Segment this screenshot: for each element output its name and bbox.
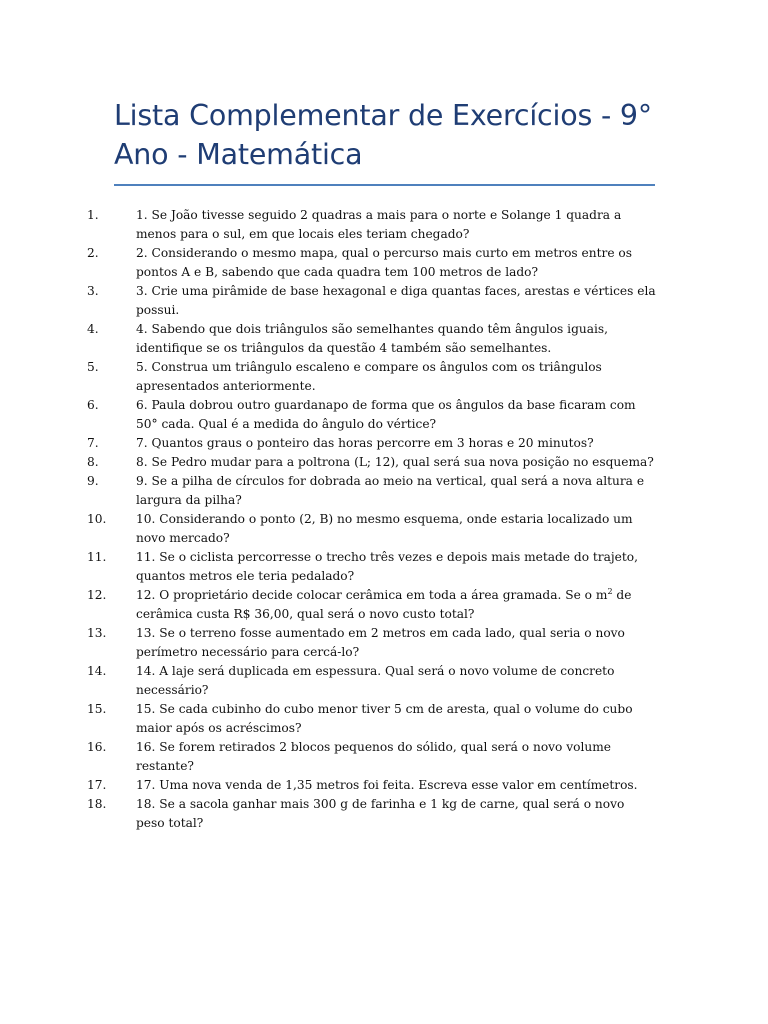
- list-item: [87, 548, 656, 586]
- list-item-text: 4. Sabendo que dois triângulos são semelhantes quando têm ângulos iguais, identifique se os triângulos da questão 4 também são semelhantes.: [136, 322, 609, 355]
- list-item-number: 10.: [87, 512, 107, 526]
- list-item-text: 1. Se João tivesse seguido 2 quadras a mais para o norte e Solange 1 quadra a menos para o sul, em que locais eles teriam chegado?: [136, 208, 622, 241]
- list-item-text: 17. Uma nova venda de 1,35 metros foi feita. Escreva esse valor em centímetros.: [136, 778, 638, 792]
- list-item: [87, 320, 656, 358]
- list-item-number: 16.: [87, 740, 107, 754]
- superscript: 2: [607, 586, 613, 596]
- list-item: [87, 586, 656, 624]
- list-item-number: 18.: [87, 797, 107, 811]
- list-item: [87, 206, 656, 244]
- exercise-list: [87, 206, 656, 833]
- list-item-text: 6. Paula dobrou outro guardanapo de forma que os ângulos da base ficaram com 50° cada. Qual é a medida do ângulo do vértice?: [136, 398, 636, 431]
- list-item-text: 13. Se o terreno fosse aumentado em 2 metros em cada lado, qual seria o novo perímetro necessário para cercá-lo?: [136, 626, 625, 659]
- list-item-text: 9. Se a pilha de círculos for dobrada ao meio na vertical, qual será a nova altura e largura da pilha?: [136, 474, 645, 507]
- document-page: [87, 96, 656, 833]
- list-item: [87, 472, 656, 510]
- list-item-text: 2. Considerando o mesmo mapa, qual o percurso mais curto em metros entre os pontos A e B, sabendo que cada quadra tem 100 metros de lado?: [136, 246, 633, 279]
- list-item-number: 8.: [87, 455, 99, 469]
- list-item-number: 17.: [87, 778, 107, 792]
- list-item: [87, 244, 656, 282]
- list-item: [87, 624, 656, 662]
- list-item-number: 12.: [87, 588, 107, 602]
- list-item-number: 6.: [87, 398, 99, 412]
- list-item-text: 18. Se a sacola ganhar mais 300 g de farinha e 1 kg de carne, qual será o novo peso total?: [136, 797, 625, 830]
- list-item-text: 15. Se cada cubinho do cubo menor tiver 5 cm de aresta, qual o volume do cubo maior após os acréscimos?: [136, 702, 633, 735]
- list-item-text-part: de cerâmica custa R$ 36,00, qual será o novo custo total?: [136, 588, 632, 621]
- list-item-number: 7.: [87, 436, 99, 450]
- list-item: [87, 434, 656, 453]
- list-item-text: 3. Crie uma pirâmide de base hexagonal e diga quantas faces, arestas e vértices ela possui.: [136, 284, 656, 317]
- list-item-number: 13.: [87, 626, 107, 640]
- title-underline-rule: [114, 184, 655, 186]
- list-item-text: 10. Considerando o ponto (2, B) no mesmo esquema, onde estaria localizado um novo mercado?: [136, 512, 633, 545]
- list-item: [87, 453, 656, 472]
- list-item: [87, 738, 656, 776]
- list-item-number: 11.: [87, 550, 107, 564]
- list-item-text: 8. Se Pedro mudar para a poltrona (L; 12), qual será sua nova posição no esquema?: [136, 455, 654, 469]
- list-item-text: 16. Se forem retirados 2 blocos pequenos do sólido, qual será o novo volume restante?: [136, 740, 611, 773]
- list-item: [87, 795, 656, 833]
- list-item: [87, 282, 656, 320]
- list-item: [87, 510, 656, 548]
- list-item-text-part: 12. O proprietário decide colocar cerâmica em toda a área gramada. Se o m: [136, 588, 608, 602]
- list-item-number: 4.: [87, 322, 99, 336]
- list-item: [87, 700, 656, 738]
- list-item: [87, 776, 656, 795]
- list-item: [87, 662, 656, 700]
- list-item: [87, 396, 656, 434]
- list-item-number: 3.: [87, 284, 99, 298]
- list-item-number: 15.: [87, 702, 107, 716]
- list-item-text: 5. Construa um triângulo escaleno e compare os ângulos com os triângulos apresentados anteriormente.: [136, 360, 602, 393]
- list-item-number: 5.: [87, 360, 99, 374]
- list-item-number: 14.: [87, 664, 107, 678]
- document-title: Lista Complementar de Exercícios - 9° Ano - Matemática: [114, 99, 652, 171]
- list-item-number: 9.: [87, 474, 99, 488]
- list-item-number: 2.: [87, 246, 99, 260]
- list-item: [87, 358, 656, 396]
- list-item-number: 1.: [87, 208, 99, 222]
- list-item-text: 11. Se o ciclista percorresse o trecho três vezes e depois mais metade do trajeto, quantos metros ele teria pedalado?: [136, 550, 639, 583]
- list-item-text: 7. Quantos graus o ponteiro das horas percorre em 3 horas e 20 minutos?: [136, 436, 594, 450]
- list-item-text: [136, 588, 631, 621]
- list-item-text: 14. A laje será duplicada em espessura. Qual será o novo volume de concreto necessário?: [136, 664, 615, 697]
